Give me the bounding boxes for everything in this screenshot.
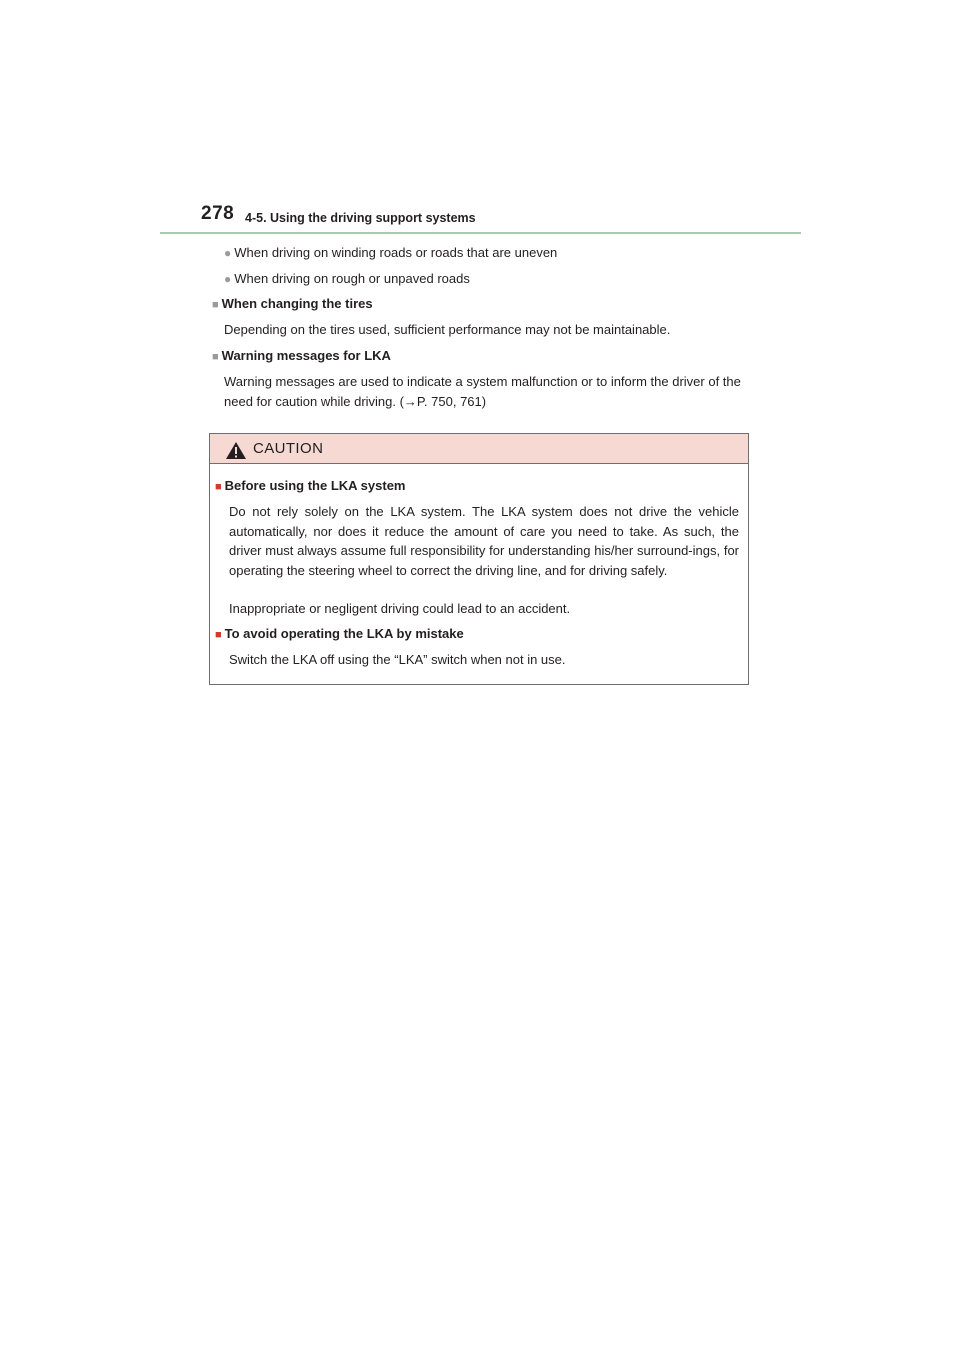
page-number: 278 xyxy=(201,203,235,224)
caution-item-heading: ■ To avoid operating the LKA by mistake xyxy=(215,626,464,641)
section-body: Warning messages are used to indicate a system malfunction or to inform the driver of the need for caution while driving. (→P. 750, 761) xyxy=(224,374,741,409)
caution-item-extra: Inappropriate or negligent driving could lead to an accident. xyxy=(229,601,571,616)
section-heading: ■ When changing the tires xyxy=(212,296,373,311)
square-marker-icon: ■ xyxy=(212,351,219,363)
caution-item-body: Do not rely solely on the LKA system. The LKA system does not drive the vehicle automatically, nor does it reduce the amount of care you need to take. As such, the driver must always assume full responsibility for understanding his/her surround-ings, for operating the steering wheel to correct the driving line, and for driving safely. xyxy=(229,504,739,578)
bullet-icon: ● xyxy=(224,272,232,286)
list-item: ● When driving on rough or unpaved roads xyxy=(224,271,470,286)
caution-header xyxy=(210,434,748,464)
section-title: 4-5. Using the driving support systems xyxy=(245,211,476,225)
square-marker-icon: ■ xyxy=(212,299,219,311)
caution-box xyxy=(209,433,749,685)
header-divider xyxy=(160,232,801,234)
square-marker-icon: ■ xyxy=(215,629,222,641)
warning-triangle-icon xyxy=(225,441,247,460)
section-body: Depending on the tires used, sufficient performance may not be maintainable. xyxy=(224,322,671,337)
bullet-icon: ● xyxy=(224,246,232,260)
square-marker-icon: ■ xyxy=(215,481,222,493)
list-item: ● When driving on winding roads or roads that are uneven xyxy=(224,245,558,260)
caution-item-heading: ■ Before using the LKA system xyxy=(215,478,406,493)
caution-label: CAUTION xyxy=(253,440,324,457)
section-heading: ■ Warning messages for LKA xyxy=(212,348,391,363)
caution-item-body: Switch the LKA off using the “LKA” switch when not in use. xyxy=(229,652,566,667)
